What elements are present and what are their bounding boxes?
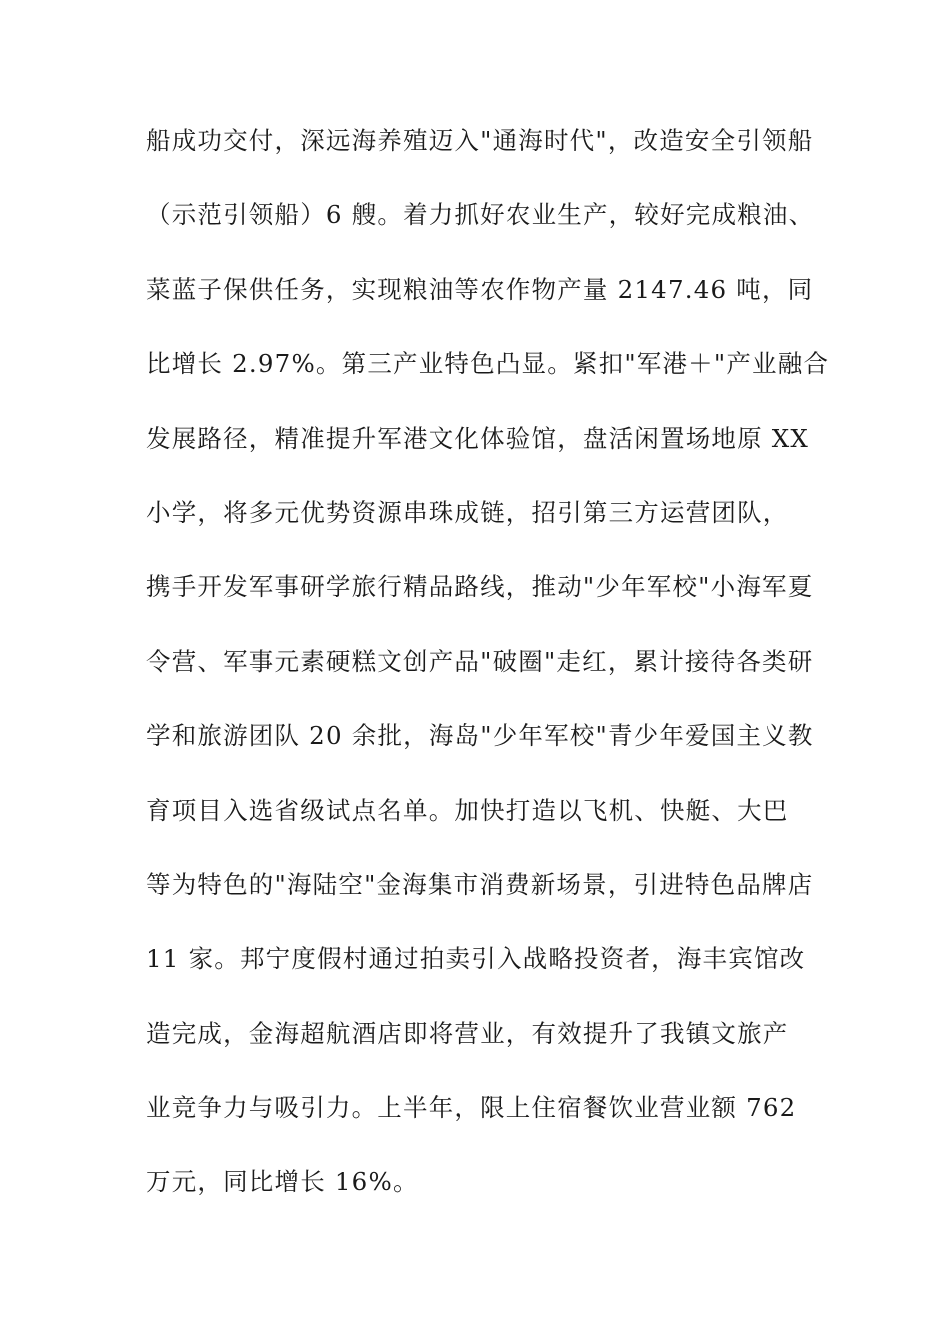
text-line-3: 菜蓝子保供任务，实现粮油等农作物产量 2147.46 吨，同: [146, 274, 814, 304]
text-line-12: 11 家。邦宁度假村通过拍卖引入战略投资者，海丰宾馆改: [146, 944, 806, 974]
text-line-11: 等为特色的"海陆空"金海集市消费新场景，引进特色品牌店: [146, 869, 814, 899]
text-line-5: 发展路径，精准提升军港文化体验馆，盘活闲置场地原 XX: [146, 423, 810, 453]
text-line-2: （示范引领船）6 艘。着力抓好农业生产，较好完成粮油、: [146, 200, 815, 230]
text-line-15: 万元，同比增长 16%。: [146, 1167, 419, 1197]
text-line-6: 小学，将多元优势资源串珠成链，招引第三方运营团队，: [146, 497, 789, 527]
text-line-8: 令营、军事元素硬糕文创产品"破圈"走红，累计接待各类研: [146, 646, 814, 676]
text-line-10: 育项目入选省级试点名单。加快打造以飞机、快艇、大巴: [146, 795, 789, 825]
text-line-7: 携手开发军事研学旅行精品路线，推动"少年军校"小海军夏: [146, 572, 814, 602]
text-line-9: 学和旅游团队 20 余批，海岛"少年军校"青少年爱国主义教: [146, 721, 814, 751]
text-line-1: 船成功交付，深远海养殖迈入"通海时代"，改造安全引领船: [146, 126, 814, 155]
body-paragraph: [146, 118, 830, 1234]
text-line-14: 业竞争力与吸引力。上半年，限上住宿餐饮业营业额 762: [146, 1093, 797, 1123]
text-line-4: 比增长 2.97%。第三产业特色凸显。紧扣"军港＋"产业融合: [146, 349, 830, 379]
text-line-13: 造完成，金海超航酒店即将营业，有效提升了我镇文旅产: [146, 1018, 789, 1048]
